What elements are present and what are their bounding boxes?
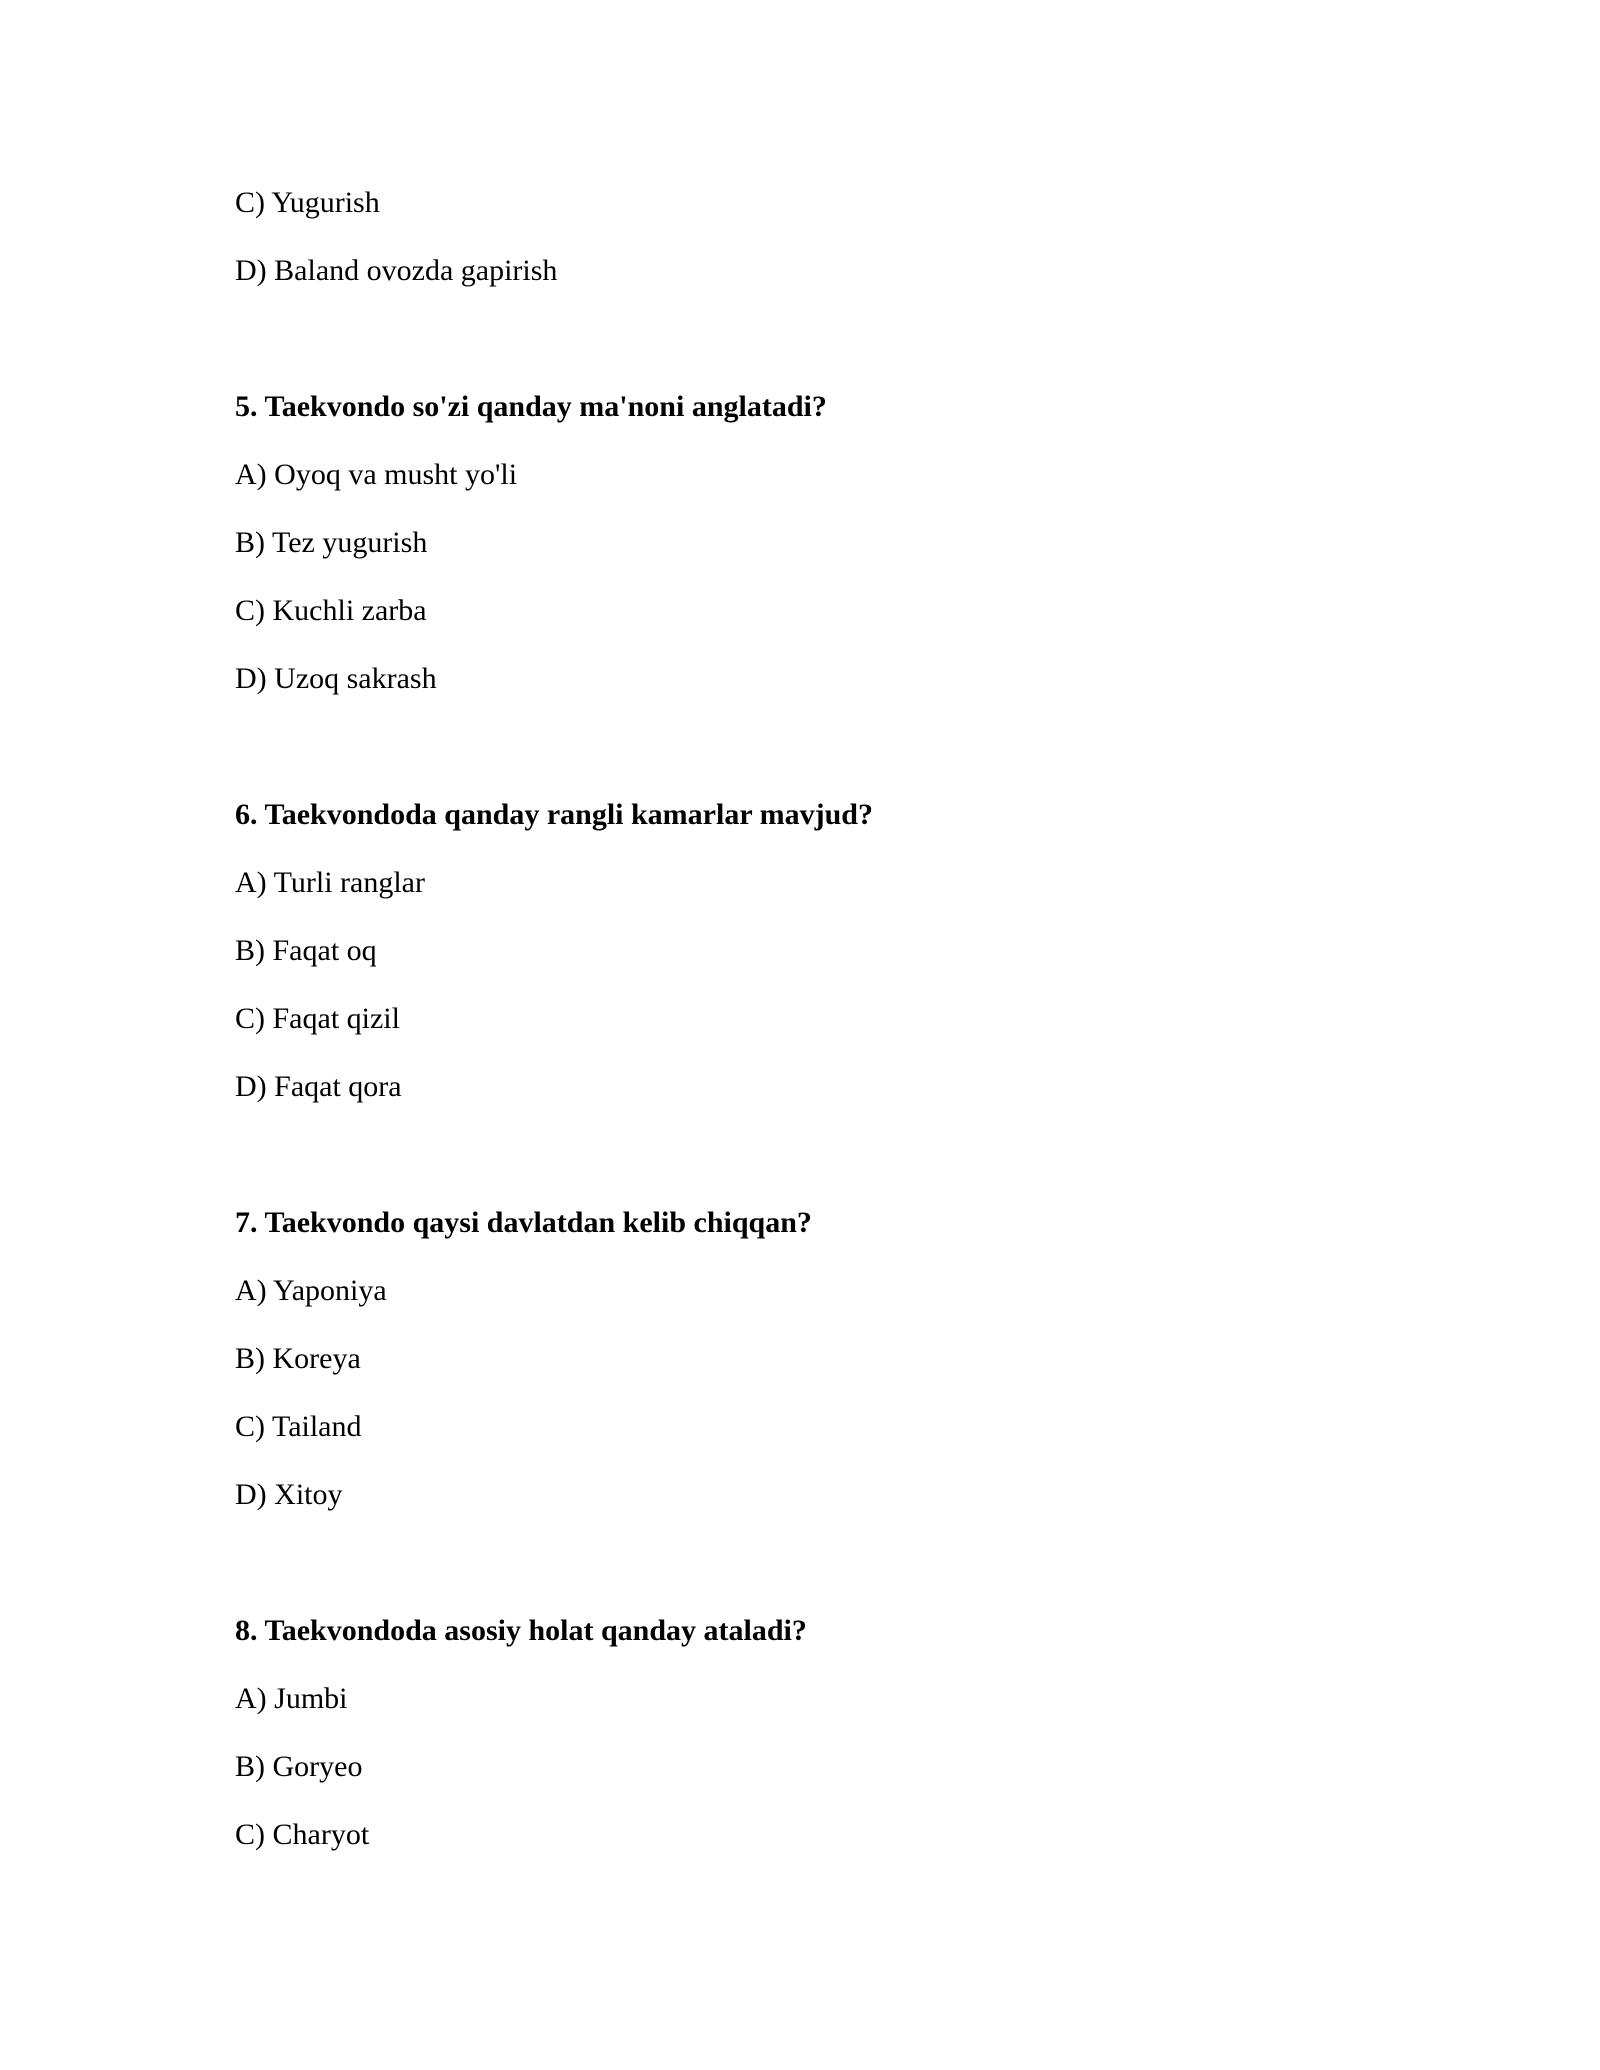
question-8-option-c: C) Charyot: [235, 1818, 370, 1851]
question-7-option-b: B) Koreya: [235, 1342, 361, 1375]
question-5-option-c: C) Kuchli zarba: [235, 594, 427, 627]
question-6-option-b: B) Faqat oq: [235, 934, 377, 967]
option-prev-c: C) Yugurish: [235, 186, 380, 219]
question-6-option-c: C) Faqat qizil: [235, 1002, 400, 1035]
question-7-option-d: D) Xitoy: [235, 1478, 343, 1511]
quiz-content: [235, 185, 1365, 1885]
question-7-title: 7. Taekvondo qaysi davlatdan kelib chiqqan?: [235, 1206, 812, 1239]
question-6-title: 6. Taekvondoda qanday rangli kamarlar mavjud?: [235, 798, 873, 831]
option-prev-d: D) Baland ovozda gapirish: [235, 254, 558, 287]
question-5-option-a: A) Oyoq va musht yo'li: [235, 458, 518, 491]
question-8-option-a: A) Jumbi: [235, 1682, 348, 1715]
question-8-option-b: B) Goryeo: [235, 1750, 363, 1783]
question-5-option-d: D) Uzoq sakrash: [235, 662, 437, 695]
question-6-option-a: A) Turli ranglar: [235, 866, 425, 899]
question-5-title: 5. Taekvondo so'zi qanday ma'noni anglatadi?: [235, 390, 827, 423]
question-7-option-a: A) Yaponiya: [235, 1274, 387, 1307]
question-5-option-b: B) Tez yugurish: [235, 526, 428, 559]
question-6-option-d: D) Faqat qora: [235, 1070, 402, 1103]
question-8-title: 8. Taekvondoda asosiy holat qanday ataladi?: [235, 1614, 807, 1647]
question-7-option-c: C) Tailand: [235, 1410, 362, 1443]
